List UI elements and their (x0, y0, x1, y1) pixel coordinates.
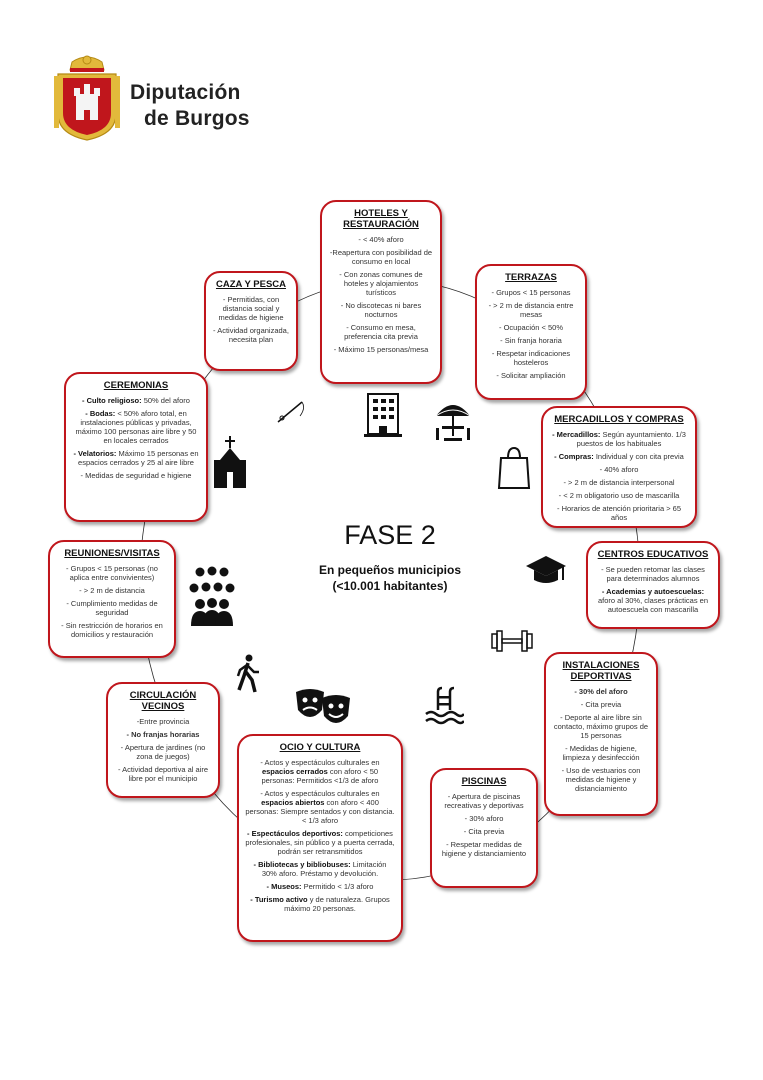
reuniones-visitas-box (48, 540, 176, 658)
ceremonias-box (64, 372, 208, 522)
ocio-item-text: - Actos y espectáculos culturales en (260, 758, 380, 767)
circulacion-vecinos-box (106, 682, 220, 798)
terrazas-title: TERRAZAS (505, 272, 557, 283)
circulacion-item: - Apertura de jardines (no zona de juegos) (120, 743, 206, 761)
phase-title: FASE 2 (344, 520, 436, 550)
reuniones-title: REUNIONES/VISITAS (64, 548, 160, 559)
ocio-item-bold: espacios abiertos (261, 798, 325, 807)
ocio-item-bold: espacios cerrados (261, 767, 328, 776)
church-icon (212, 436, 248, 490)
circulacion-item: - No franjas horarias (126, 730, 200, 739)
ocio-item (245, 860, 395, 878)
educativos-item (594, 587, 712, 614)
mercadillos-item: - 40% aforo (599, 465, 639, 474)
hoteles-restauracion-box (320, 200, 442, 384)
piscinas-item: - Apertura de piscinas recreativas y deportivas (444, 792, 524, 810)
instalaciones-item: - Uso de vestuarios con medidas de higiene y distanciamiento (561, 766, 641, 793)
ocio-item-text: con aforo < 50 personas: Permitidos <1/3 de aforo (261, 767, 379, 785)
shopping-bag-icon (497, 446, 531, 490)
instalaciones-deportivas-box (544, 652, 658, 816)
hoteles-item: - < 40% aforo (358, 235, 404, 244)
circulacion-title-line1: CIRCULACIÓN (129, 690, 197, 701)
ocio-item (245, 895, 395, 913)
ceremonias-item (72, 471, 200, 480)
terrazas-box (475, 264, 587, 400)
piscinas-item: - 30% aforo (464, 814, 504, 823)
ceremonias-item-text: Máximo 15 personas en espacios cerrados y 25 al aire libre (78, 449, 199, 467)
mercadillos-item (549, 452, 689, 461)
mercadillos-item-bold: - Compras: (554, 452, 594, 461)
hoteles-item: - Con zonas comunes de hoteles y alojamientos turísticos (339, 270, 423, 297)
ceremonias-title: CEREMONIAS (103, 380, 169, 391)
ocio-item (245, 829, 395, 856)
ocio-item-bold: - Museos: (266, 882, 302, 891)
caza-item: - Permitidas, con distancia social y medidas de higiene (218, 295, 284, 322)
terrace-umbrella-icon (432, 398, 474, 444)
educativos-item-bold: - Academias y autoescuelas: (601, 587, 705, 596)
mercadillos-item: - Horarios de atención prioritaria > 65 años (556, 504, 682, 522)
walking-person-icon (234, 654, 262, 694)
instalaciones-item: - Medidas de higiene, limpieza y desinfección (562, 744, 640, 762)
circulacion-title-line2: VECINOS (141, 701, 185, 712)
reuniones-item: - Sin restricción de horarios en domicilios y restauración (61, 621, 163, 639)
mercadillos-item-text: Individual y con cita previa (593, 452, 684, 461)
reuniones-item: - Grupos < 15 personas (no aplica entre convivientes) (66, 564, 158, 582)
circulacion-item: - Actividad deportiva al aire libre por el municipio (117, 765, 209, 783)
org-name-line2: de Burgos (144, 107, 250, 130)
org-name-line1: Diputación (130, 81, 241, 104)
terrazas-item: - > 2 m de distancia entre mesas (488, 301, 574, 319)
reuniones-item: - > 2 m de distancia (79, 586, 145, 595)
ocio-item-bold: - Bibliotecas y bibliobuses: (253, 860, 351, 869)
mercadillos-item-bold: - Mercadillos: (552, 430, 601, 439)
theater-masks-icon (294, 688, 352, 728)
mercadillos-title: MERCADILLOS Y COMPRAS (554, 414, 684, 425)
piscinas-item: - Cita previa (463, 827, 505, 836)
hoteles-title-line1: HOTELES Y (354, 208, 408, 219)
terrazas-item: - Respetar indicaciones hosteleros (491, 349, 571, 367)
circulacion-title (114, 690, 212, 712)
swimming-pool-icon (424, 686, 464, 728)
centros-educativos-box (586, 541, 720, 629)
ocio-item (245, 789, 395, 825)
hoteles-item: - Consumo en mesa, preferencia cita previa (344, 323, 418, 341)
mercadillos-compras-box (541, 406, 697, 528)
instalaciones-item: - Cita previa (580, 700, 622, 709)
hotel-icon (364, 392, 402, 438)
ocio-item-text: competiciones profesionales, sin público y a puerta cerrada, podrán ser retransmitidos (245, 829, 395, 856)
ceremonias-item (72, 396, 200, 405)
educativos-item-text: aforo al 30%, clases prácticas en autoescuela con mascarilla (597, 596, 709, 614)
mercadillos-item: - > 2 m de distancia interpersonal (563, 478, 675, 487)
piscinas-box (430, 768, 538, 888)
circulacion-item: -Entre provincia (136, 717, 190, 726)
phase-subtitle (290, 562, 490, 594)
ceremonias-item-text: - Medidas de seguridad e higiene (80, 471, 192, 480)
caza-title: CAZA Y PESCA (215, 279, 287, 290)
ocio-item-text: y de naturaleza. Grupos máximo 20 personas. (284, 895, 390, 913)
group-people-icon (186, 566, 238, 628)
dumbbell-icon (490, 626, 534, 656)
ocio-item-text: Permitido < 1/3 aforo (301, 882, 374, 891)
hoteles-item: - Máximo 15 personas/mesa (333, 345, 429, 354)
terrazas-item: - Grupos < 15 personas (491, 288, 571, 297)
mercadillos-item (549, 430, 689, 448)
hoteles-item: - No discotecas ni bares nocturnos (340, 301, 422, 319)
ocio-item (245, 882, 395, 891)
ceremonias-item-text: 50% del aforo (141, 396, 190, 405)
piscinas-item: - Respetar medidas de higiene y distanciamiento (441, 840, 527, 858)
ceremonias-item (72, 449, 200, 467)
instalaciones-title (552, 660, 650, 682)
terrazas-item: - Sin franja horaria (500, 336, 562, 345)
ocio-item-bold: - Turismo activo (250, 895, 308, 904)
graduation-cap-icon (524, 554, 568, 588)
instalaciones-item: - 30% del aforo (574, 687, 628, 696)
ocio-item-text: Limitación 30% aforo. Préstamo y devolución. (261, 860, 387, 878)
piscinas-title: PISCINAS (461, 776, 507, 787)
terrazas-item: - Ocupación < 50% (499, 323, 563, 332)
ceremonias-item-bold: - Culto religioso: (82, 396, 142, 405)
educativos-title: CENTROS EDUCATIVOS (597, 549, 709, 560)
ocio-item-text: - Actos y espectáculos culturales en (260, 789, 380, 798)
hoteles-title (328, 208, 434, 230)
ocio-title: OCIO Y CULTURA (279, 742, 361, 753)
ocio-item-bold: - Espectáculos deportivos: (247, 829, 343, 838)
caza-pesca-box (204, 271, 298, 371)
instalaciones-title-line1: INSTALACIONES (562, 660, 640, 671)
ceremonias-item-bold: - Velatorios: (73, 449, 117, 458)
ocio-item (245, 758, 395, 785)
caza-item: - Actividad organizada, necesita plan (213, 326, 289, 344)
mercadillos-item: - < 2 m obligatorio uso de mascarilla (558, 491, 680, 500)
hoteles-title-line2: RESTAURACIÓN (343, 219, 419, 230)
ceremonias-item (72, 409, 200, 445)
terrazas-item: - Solicitar ampliación (496, 371, 566, 380)
phase-subtitle-line2: (<10.001 habitantes) (332, 579, 448, 593)
ceremonias-item-bold: - Bodas: (85, 409, 116, 418)
educativos-item: - Se pueden retomar las clases para determinados alumnos (601, 565, 705, 583)
fishing-rod-icon (276, 398, 306, 424)
hoteles-item: -Reapertura con posibilidad de consumo en local (329, 248, 433, 266)
phase-subtitle-line1: En pequeños municipios (318, 563, 461, 577)
ocio-item-text: con aforo < 400 personas: Siempre sentados y con distancia. < 1/3 aforo (245, 798, 395, 825)
mercadillos-item-text: Según ayuntamiento. 1/3 puestos de los habituales (576, 430, 686, 448)
reuniones-item: - Cumplimiento medidas de seguridad (66, 599, 158, 617)
instalaciones-title-line2: DEPORTIVAS (570, 671, 632, 682)
instalaciones-item: - Deporte al aire libre sin contacto, máximo grupos de 15 personas (553, 713, 649, 740)
ceremonias-item-text: < 50% aforo total, en instalaciones públicas y privadas, máximo 100 personas aire libre y 50 en locales cerrados (75, 409, 197, 445)
ocio-cultura-box (237, 734, 403, 942)
